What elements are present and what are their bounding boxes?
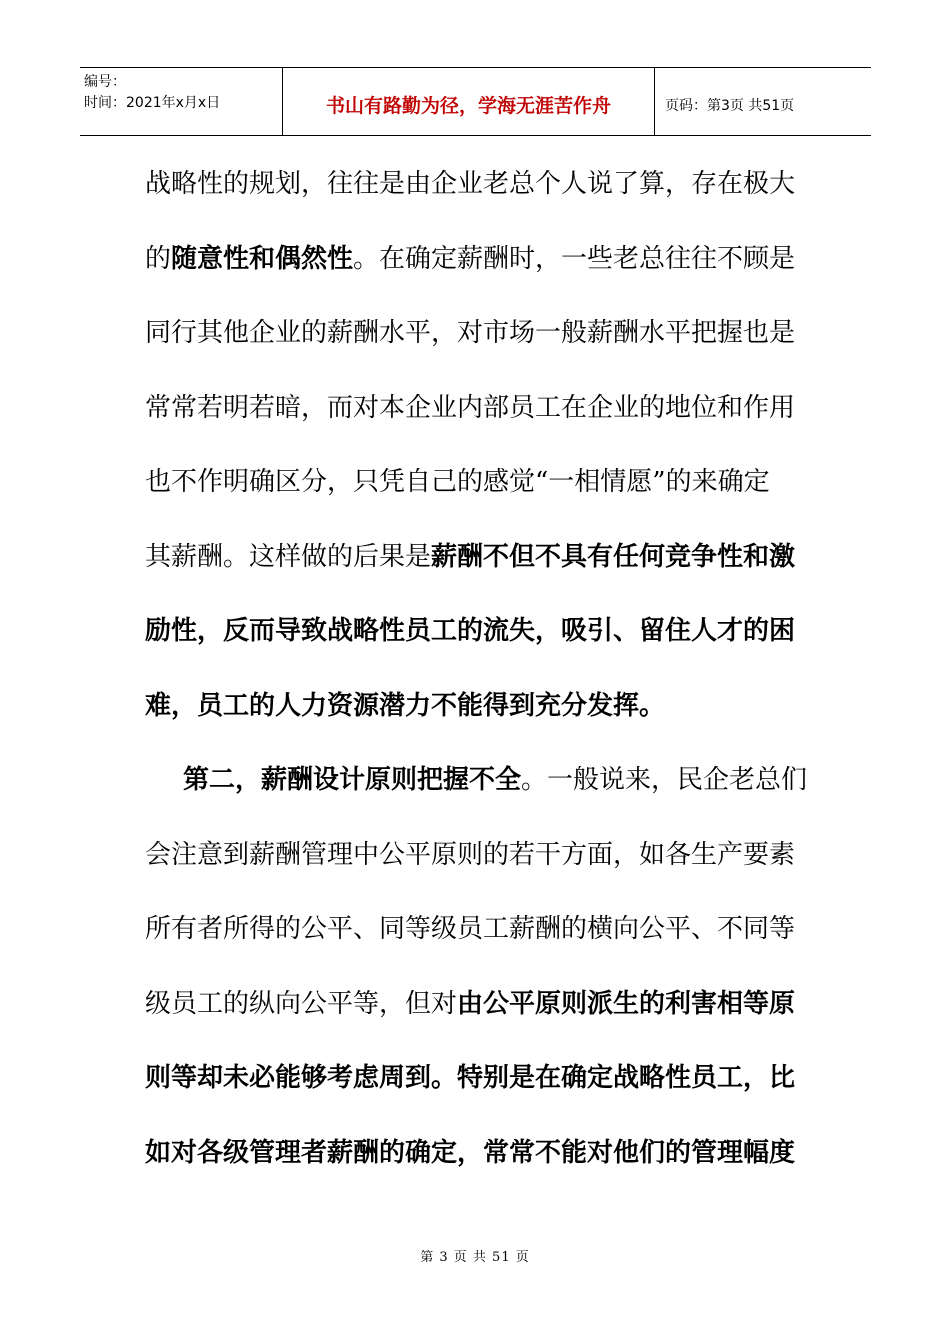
text-span: 也不作明确区分，只凭自己的感觉“一相情愿”的来确定 — [145, 467, 770, 497]
text-span: 级员工的纵向公平等，但对 — [145, 988, 458, 1019]
bold-text-span: 难，员工的人力资源潜力不能得到充分发挥。 — [145, 690, 666, 721]
text-span: 其薪酬。这样做的后果是 — [145, 541, 432, 572]
header-motto: 书山有路勤为径，学海无涯苦作舟 — [325, 95, 611, 117]
header-motto-cell — [282, 68, 655, 135]
text-line — [145, 892, 810, 967]
header-page-info: 页码：第3页 共51页 — [665, 97, 795, 114]
text-line — [145, 967, 810, 1042]
text-line — [145, 1041, 810, 1116]
text-span: 。在确定薪酬时，一些老总往往不顾是 — [353, 243, 796, 274]
text-span: 所有者所得的公平、同等级员工薪酬的横向公平、不同等 — [145, 914, 796, 944]
text-line — [145, 222, 810, 297]
bold-text-span: 则等却未必能够考虑周到。特别是在确定战略性员工，比 — [145, 1063, 796, 1093]
page-footer: 第 3 页 共 51 页 — [420, 1250, 530, 1265]
bold-text-span: 随意性和偶然性 — [171, 243, 354, 274]
text-line — [145, 818, 810, 893]
text-line — [145, 445, 810, 520]
text-line — [145, 669, 810, 744]
bold-text-span: 第二，薪酬设计原则把握不全 — [183, 765, 522, 795]
text-span: 同行其他企业的薪酬水平，对市场一般薪酬水平把握也是 — [145, 318, 796, 348]
text-line — [145, 147, 810, 222]
document-body — [145, 147, 810, 1190]
text-line — [145, 371, 810, 446]
bold-text-span: 励性，反而导致战略性员工的流失，吸引、留住人才的困 — [145, 616, 796, 646]
text-line — [145, 743, 810, 818]
document-time-label: 时间：2021年x月x日 — [84, 95, 221, 111]
text-span: 战略性的规划，往往是由企业老总个人说了算，存在极大 — [145, 169, 796, 199]
header-meta-cell — [80, 68, 282, 135]
text-line — [145, 1116, 810, 1191]
text-line — [145, 296, 810, 371]
text-span: 的 — [145, 243, 172, 274]
bold-text-span: 薪酬不但不具有任何竞争性和激 — [431, 541, 796, 572]
text-span: 会注意到薪酬管理中公平原则的若干方面，如各生产要素 — [145, 839, 796, 870]
header-page-cell — [655, 68, 871, 135]
text-line — [145, 520, 810, 595]
bold-text-span: 由公平原则派生的利害相等原 — [457, 988, 796, 1019]
text-span: 常常若明若暗，而对本企业内部员工在企业的地位和作用 — [145, 392, 796, 423]
text-line — [145, 594, 810, 669]
header-table — [80, 67, 871, 136]
text-span: 。一般说来，民企老总们 — [521, 765, 808, 795]
document-number-label: 编号： — [84, 74, 126, 90]
bold-text-span: 如对各级管理者薪酬的确定，常常不能对他们的管理幅度 — [145, 1137, 796, 1168]
